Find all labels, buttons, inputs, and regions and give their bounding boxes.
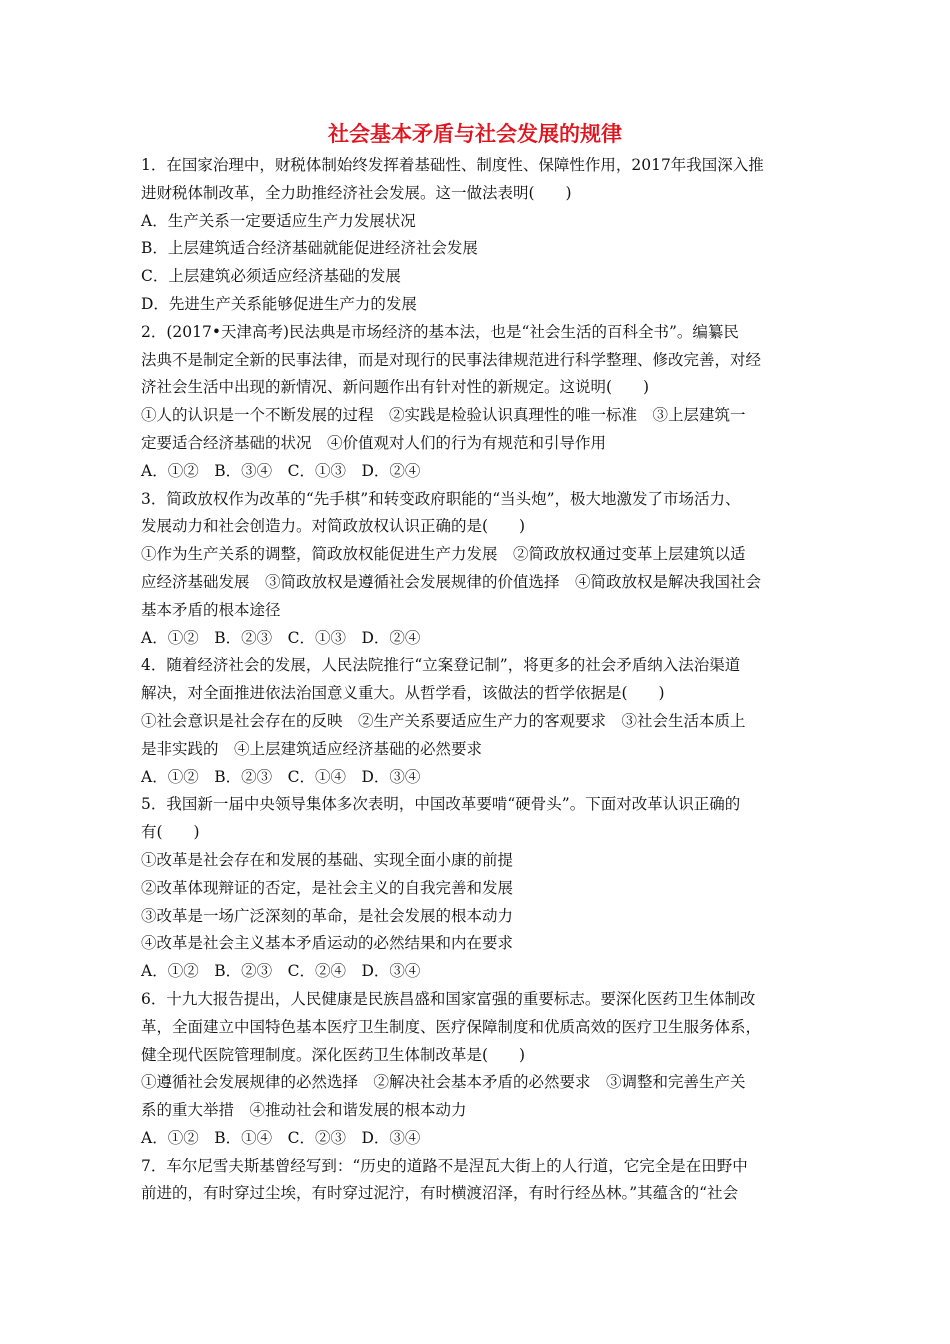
text-line: 基本矛盾的根本途径 bbox=[141, 600, 281, 619]
document-title: 社会基本矛盾与社会发展的规律 bbox=[328, 122, 622, 146]
text-line: 解决，对全面推进依法治国意义重大。从哲学看，该做法的哲学依据是( ) bbox=[141, 684, 665, 703]
text-line: 是非实践的 ④上层建筑适应经济基础的必然要求 bbox=[141, 739, 483, 758]
text-line: D．先进生产关系能够促进生产力的发展 bbox=[141, 294, 417, 313]
text-line: 济社会生活中出现的新情况、新问题作出有针对性的新规定。这说明( ) bbox=[141, 378, 650, 397]
text-line: 应经济基础发展 ③简政放权是遵循社会发展规律的价值选择 ④简政放权是解决我国社会 bbox=[141, 572, 762, 591]
text-line: B．上层建筑适合经济基础就能促进经济社会发展 bbox=[141, 239, 478, 258]
text-line: A．①② B．②③ C．②④ D．③④ bbox=[141, 962, 421, 981]
text-line: 法典不是制定全新的民事法律，而是对现行的民事法律规范进行科学整理、修改完善，对经 bbox=[141, 350, 762, 369]
text-line: 1．在国家治理中，财税体制始终发挥着基础性、制度性、保障性作用，2017年我国深入推 bbox=[141, 156, 764, 174]
text-line: ①人的认识是一个不断发展的过程 ②实践是检验认识真理性的唯一标准 ③上层建筑一 bbox=[141, 406, 746, 425]
document-body bbox=[141, 152, 813, 1208]
text-line: ①社会意识是社会存在的反映 ②生产关系要适应生产力的客观要求 ③社会生活本质上 bbox=[141, 711, 746, 730]
text-line: ④改革是社会主义基本矛盾运动的必然结果和内在要求 bbox=[141, 934, 514, 953]
text-line: 5．我国新一届中央领导集体多次表明，中国改革要啃“硬骨头”。下面对改革认识正确的 bbox=[141, 795, 741, 814]
text-line: 革，全面建立中国特色基本医疗卫生制度、医疗保障制度和优质高效的医疗卫生服务体系， bbox=[141, 1017, 762, 1036]
text-line: 2．(2017•天津高考)民法典是市场经济的基本法，也是“社会生活的百科全书”。编纂民 bbox=[141, 322, 739, 341]
text-line: 前进的，有时穿过尘埃，有时穿过泥泞，有时横渡沼泽，有时行经丛林。”其蕴含的“社会 bbox=[141, 1184, 739, 1203]
text-line: 6．十九大报告提出，人民健康是民族昌盛和国家富强的重要标志。要深化医药卫生体制改 bbox=[141, 989, 756, 1008]
text-line: C．上层建筑必须适应经济基础的发展 bbox=[141, 267, 401, 286]
text-line: A．生产关系一定要适应生产力发展状况 bbox=[141, 211, 416, 230]
text-line: 4．随着经济社会的发展，人民法院推行“立案登记制”，将更多的社会矛盾纳入法治渠道 bbox=[141, 656, 741, 675]
text-line: 7．车尔尼雪夫斯基曾经写到：“历史的道路不是涅瓦大街上的人行道，它完全是在田野中 bbox=[141, 1156, 748, 1175]
text-line: A．①② B．③④ C．①③ D．②④ bbox=[141, 461, 421, 480]
text-line: A．①② B．①④ C．②③ D．③④ bbox=[141, 1128, 421, 1147]
text-line: 系的重大举措 ④推动社会和谐发展的根本动力 bbox=[141, 1101, 467, 1120]
text-line: 进财税体制改革，全力助推经济社会发展。这一做法表明( ) bbox=[141, 183, 572, 202]
text-line: 3．简政放权作为改革的“先手棋”和转变政府职能的“当头炮”，极大地激发了市场活力、 bbox=[141, 489, 741, 508]
text-line: 有( ) bbox=[141, 823, 200, 842]
text-line: A．①② B．②③ C．①④ D．③④ bbox=[141, 767, 421, 786]
text-line: ①改革是社会存在和发展的基础、实现全面小康的前提 bbox=[141, 850, 514, 869]
text-line: 定要适合经济基础的状况 ④价值观对人们的行为有规范和引导作用 bbox=[141, 433, 607, 452]
text-line: ②改革体现辩证的否定，是社会主义的自我完善和发展 bbox=[141, 878, 514, 897]
text-line: A．①② B．②③ C．①③ D．②④ bbox=[141, 628, 421, 647]
text-line: ③改革是一场广泛深刻的革命，是社会发展的根本动力 bbox=[141, 906, 514, 925]
text-line: ①遵循社会发展规律的必然选择 ②解决社会基本矛盾的必然要求 ③调整和完善生产关 bbox=[141, 1073, 746, 1092]
text-line: 健全现代医院管理制度。深化医药卫生体制改革是( ) bbox=[141, 1045, 526, 1064]
text-line: 发展动力和社会创造力。对简政放权认识正确的是( ) bbox=[141, 517, 526, 536]
text-line: ①作为生产关系的调整，简政放权能促进生产力发展 ②简政放权通过变革上层建筑以适 bbox=[141, 545, 746, 564]
